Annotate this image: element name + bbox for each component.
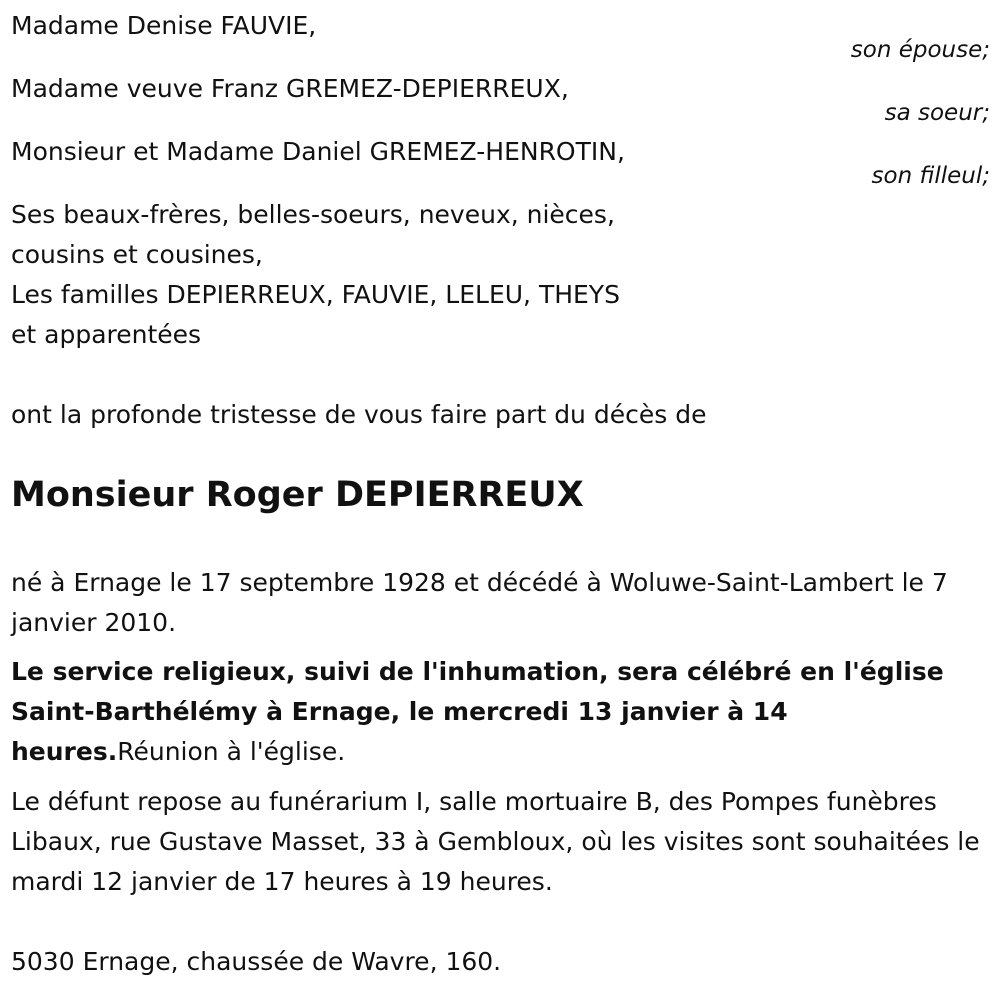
visitation-paragraph: Le défunt repose au funérarium I, salle mortuaire B, des Pompes funèbres Libaux, rue Gustave Masset, 33 à Gembloux, où les visites sont souhaitées le mardi 12 janvier de 17 heures à 19 heures.: [11, 787, 980, 896]
family-member-1-name: Madame Denise FAUVIE,: [11, 11, 317, 40]
relatives-line-3: Les familles DEPIERREUX, FAUVIE, LELEU, THEYS: [11, 280, 620, 309]
family-member-2-name: Madame veuve Franz GREMEZ-DEPIERREUX,: [11, 74, 569, 103]
relatives-line-4: et apparentées: [11, 320, 202, 349]
family-member-3-relation: son filleul;: [871, 163, 990, 189]
service-meeting: Réunion à l'église.: [117, 737, 346, 766]
family-member-2-relation: sa soeur;: [884, 100, 990, 126]
relatives-line-1: Ses beaux-frères, belles-soeurs, neveux, nièces,: [11, 200, 615, 229]
relatives-line-2: cousins et cousines,: [11, 240, 263, 269]
family-member-3-name: Monsieur et Madame Daniel GREMEZ-HENROTIN,: [11, 137, 625, 166]
deceased-name: Monsieur Roger DEPIERREUX: [11, 475, 584, 515]
announcement-text: ont la profonde tristesse de vous faire part du décès de: [11, 400, 707, 429]
family-member-1-relation: son épouse;: [850, 37, 990, 63]
address-text: 5030 Ernage, chaussée de Wavre, 160.: [11, 947, 502, 976]
service-paragraph: [11, 652, 991, 772]
birth-death-text: né à Ernage le 17 septembre 1928 et décédé à Woluwe-Saint-Lambert le 7 janvier 2010.: [11, 568, 948, 637]
service-details: Le service religieux, suivi de l'inhumation, sera célébré en l'église Saint-Barthélémy à Ernage, le mercredi 13 janvier à 14 heures.: [11, 657, 944, 766]
